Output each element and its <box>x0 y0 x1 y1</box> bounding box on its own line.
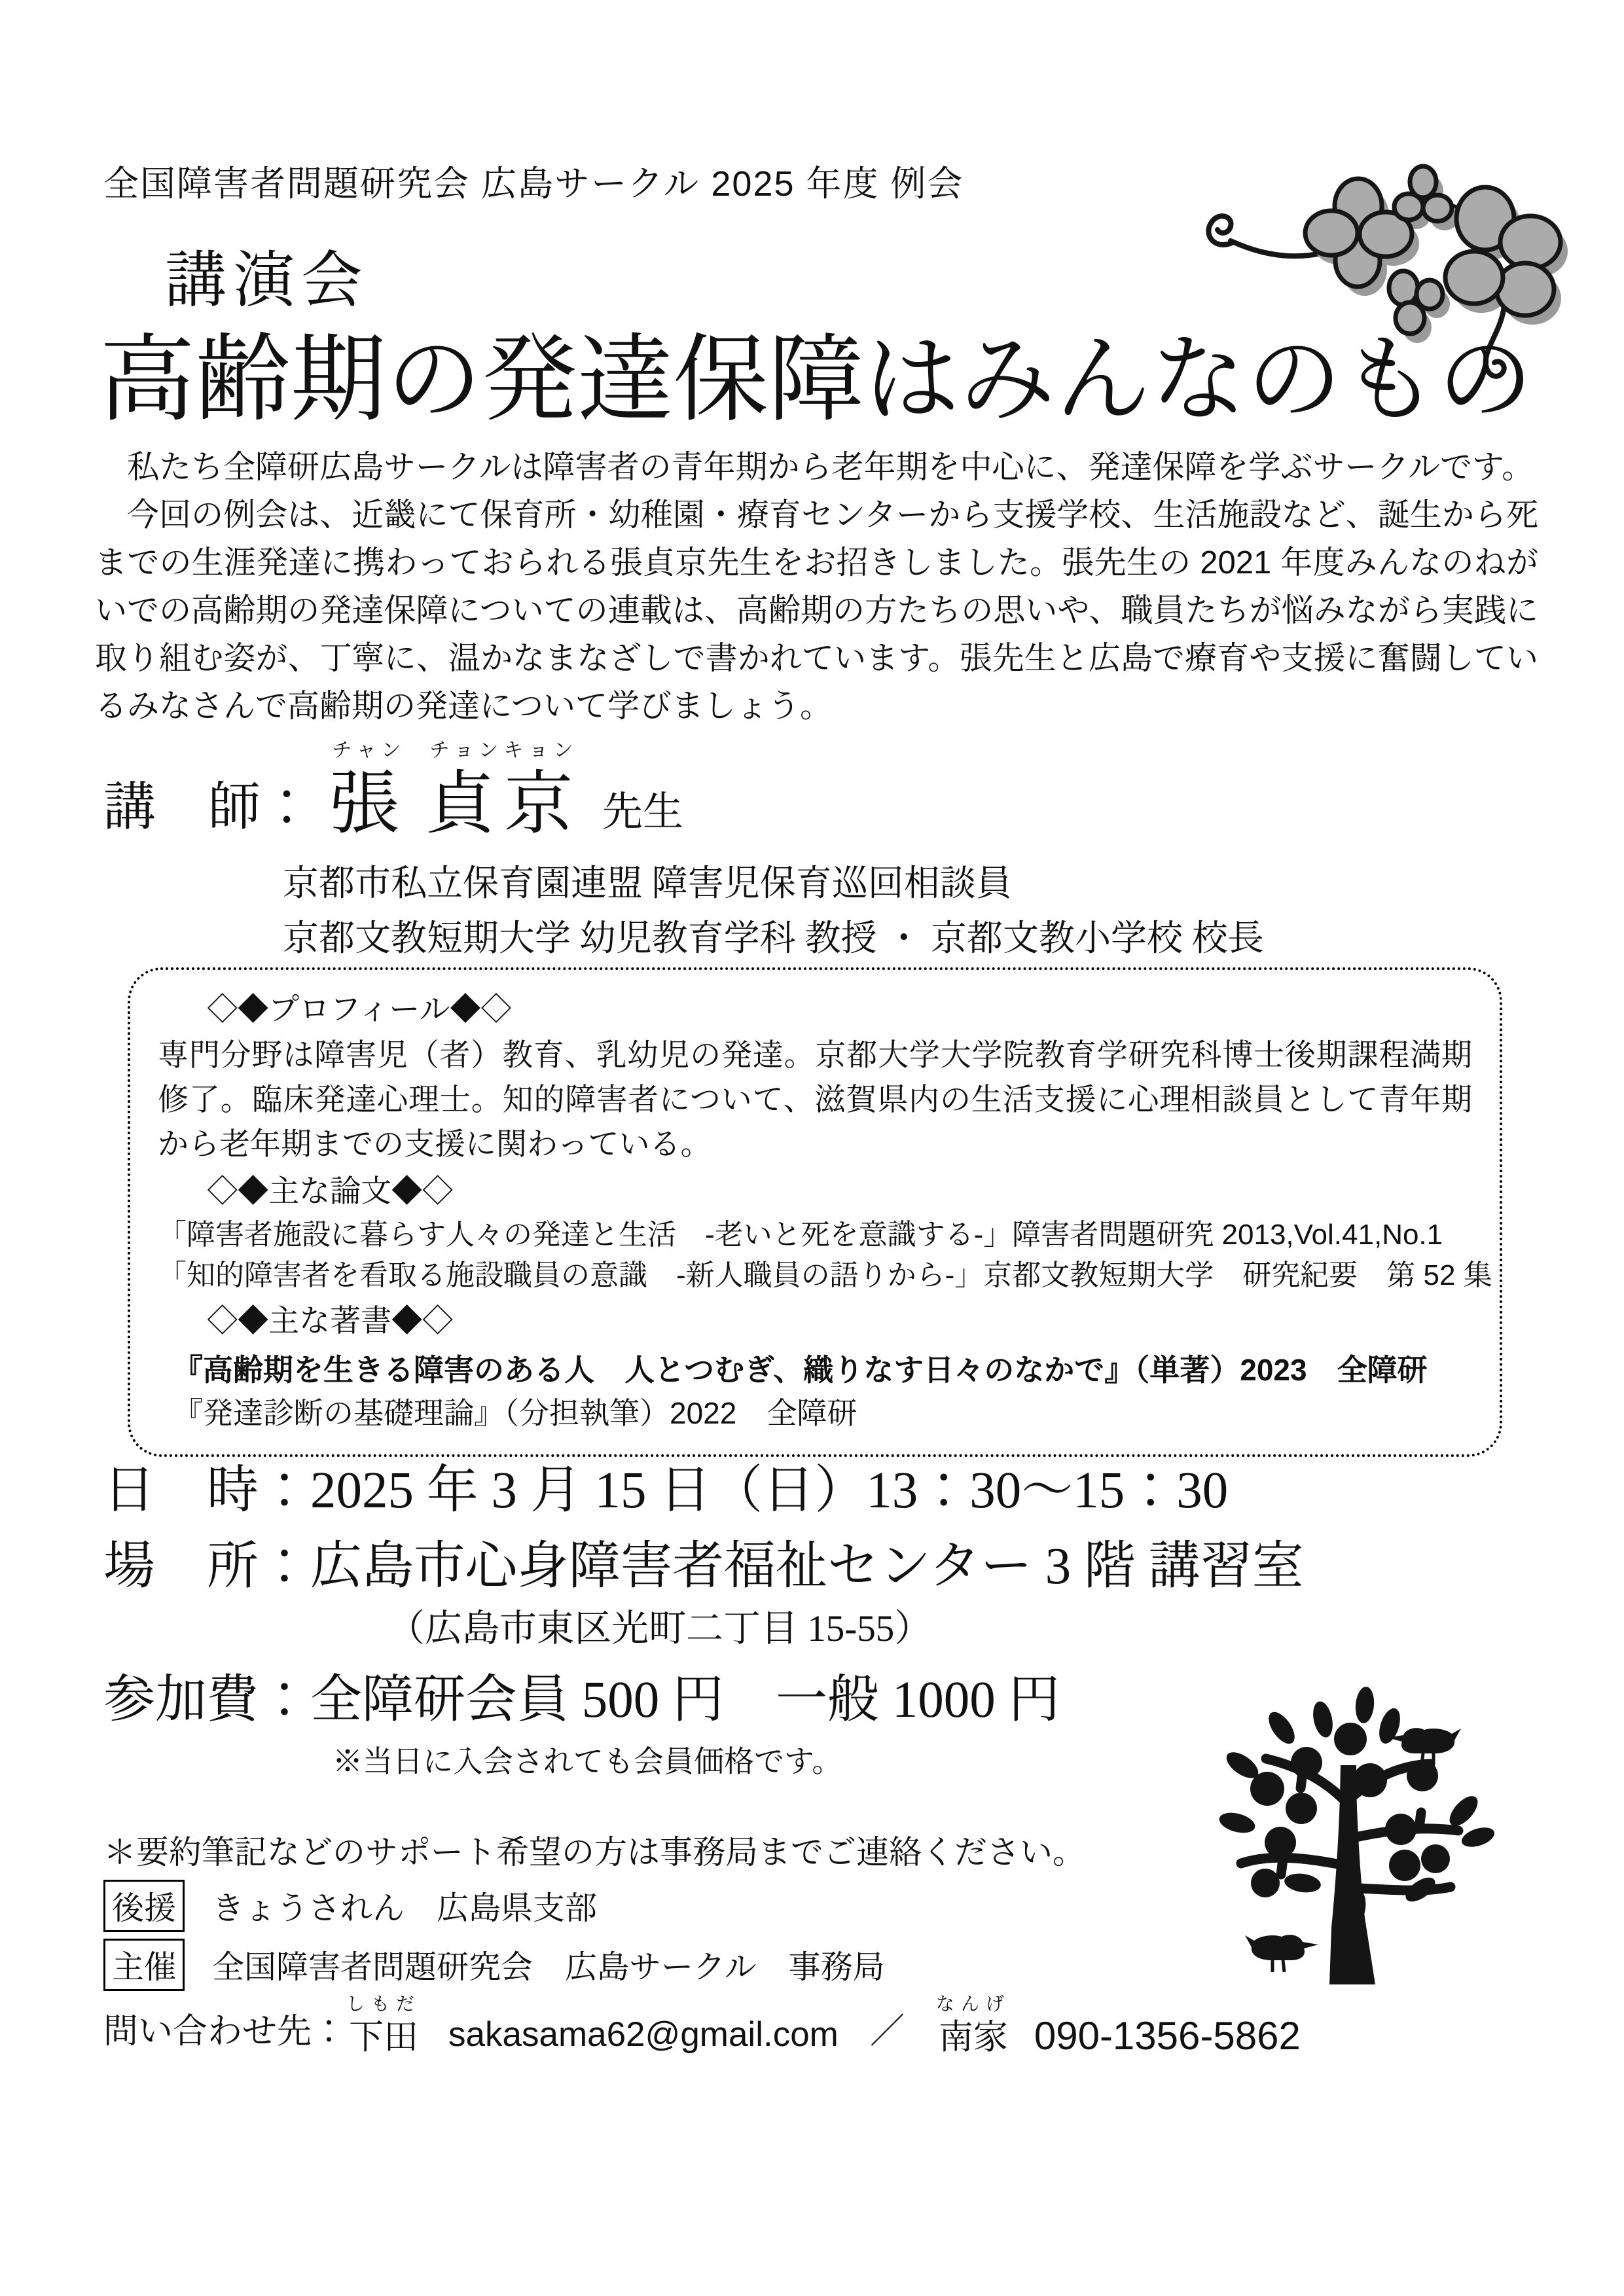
contact1-email: sakasama62@gmail.com <box>448 2015 839 2054</box>
contact2-phone: 090-1356-5862 <box>1034 2014 1301 2058</box>
furigana-family: チャン <box>332 740 406 761</box>
datetime-value: 2025 年 3 月 15 日（日）13：30～15：30 <box>310 1462 1229 1519</box>
book-item-2: 『発達診断の基礎理論』（分担執筆）2022 全障研 <box>173 1396 857 1430</box>
contact2-stack <box>936 1995 1011 2057</box>
kouen-line <box>103 1880 597 1932</box>
header-event-series: 全国障害者問題研究会 広島サークル 2025 年度 例会 <box>103 164 964 204</box>
datetime-label: 日 時： <box>103 1462 310 1519</box>
paper-item-2: 「知的障害者を看取る施設職員の意識 -新人職員の語りから-」京都文教短期大学 研究紀要 第 52 集 <box>158 1259 1492 1291</box>
shusai-value: 全国障害者問題研究会 広島サークル 事務局 <box>212 1950 885 1985</box>
furigana-given: チョンキョン <box>429 740 579 761</box>
contact1-furigana: しもだ <box>346 1994 422 2014</box>
event-type-label: 講演会 <box>165 247 370 315</box>
lecturer-label: 講 師： <box>103 779 313 836</box>
contact1-stack <box>346 1995 421 2057</box>
lecturer-family-name: 張 <box>330 766 408 842</box>
lecturer-line <box>103 740 684 842</box>
place-label: 場 所： <box>103 1538 310 1595</box>
fee-line <box>103 1657 1060 1732</box>
fee-label: 参加費： <box>103 1672 310 1729</box>
shusai-line <box>103 1939 885 1991</box>
lecturer-given-name: 貞京 <box>425 766 583 842</box>
lecturer-affiliations <box>283 856 1264 966</box>
page-title: 高齢期の発達保障はみんなのもの <box>99 327 1533 433</box>
profile-box <box>128 967 1502 1457</box>
papers-heading: ◇◆主な論文◆◇ <box>207 1174 454 1208</box>
shusai-label-box: 主催 <box>103 1939 185 1991</box>
lecturer-given-name-stack <box>425 740 583 842</box>
affiliation-2: 京都文教短期大学 幼児教育学科 教授 ・ 京都文教小学校 校長 <box>283 918 1264 958</box>
intro-paragraph-2: 今回の例会は、近畿にて保育所・幼稚園・療育センターから支援学校、生活施設など、誕生から死までの生涯発達に携わっておられる張貞京先生をお招きしました。張先生の 2021 年度みんなのねがいでの高齢期の発達保障についての連載は、高齢期の方たちの思いや、職員たちが悩みながら実践に取り組む姿が、丁寧に、温かなまなざしで書かれています。張先生と広島で療育や支援に奮闘しているみなさんで高齢期の発達について学びましょう。 <box>95 497 1538 724</box>
lecturer-family-name-stack <box>330 740 408 842</box>
tree-with-birds-icon <box>1203 1666 1499 1994</box>
contact2-name: 南家 <box>938 2018 1008 2056</box>
place-value: 広島市心身障害者福祉センター 3 階 講習室 <box>310 1538 1304 1595</box>
support-note: ＊要約筆記などのサポート希望の方は事務局までご連絡ください。 <box>103 1834 1085 1871</box>
book-item-1: 『高齢期を生きる障害のある人 人とつむぎ、織りなす日々のなかで』（単著）2023 全障研 <box>173 1353 1428 1387</box>
kouen-value: きょうされん 広島県支部 <box>212 1891 598 1926</box>
affiliation-1: 京都市私立保育園連盟 障害児保育巡回相談員 <box>283 863 1012 903</box>
address-line: （広島市東区光町二丁目 15-55） <box>388 1608 932 1649</box>
contact-separator: ／ <box>869 2012 905 2051</box>
contact-label: 問い合わせ先： <box>103 2012 346 2051</box>
contact2-furigana: なんげ <box>935 1994 1011 2014</box>
kouen-label-box: 後援 <box>103 1880 185 1932</box>
paper-item-1: 「障害者施設に暮らす人々の発達と生活 -老いと死を意識する-」障害者問題研究 2013,Vol.41,No.1 <box>158 1219 1443 1251</box>
profile-body: 専門分野は障害児（者）教育、乳幼児の発達。京都大学大学院教育学研究科博士後期課程満期修了。臨床発達心理士。知的障害者について、滋賀県内の生活支援に心理相談員として青年期から老年期までの支援に関わっている。 <box>158 1037 1472 1161</box>
profile-heading: ◇◆プロフィール◆◇ <box>207 992 512 1026</box>
contact-line <box>103 1995 1301 2057</box>
datetime-line <box>103 1448 1228 1522</box>
ground-bird-icon <box>1245 1935 1318 1972</box>
intro-paragraph-1: 私たち全障研広島サークルは障害者の青年期から老年期を中心に、発達保障を学ぶサークルです。 <box>95 450 1534 485</box>
intro-text <box>95 444 1538 730</box>
books-heading: ◇◆主な著書◆◇ <box>207 1303 454 1338</box>
fee-note: ※当日に入会されても会員価格です。 <box>333 1745 842 1778</box>
fee-value: 全障研会員 500 円 一般 1000 円 <box>310 1672 1060 1729</box>
contact1-name: 下田 <box>349 2018 418 2056</box>
lecturer-honorific: 先生 <box>602 790 684 834</box>
place-line <box>103 1524 1304 1598</box>
